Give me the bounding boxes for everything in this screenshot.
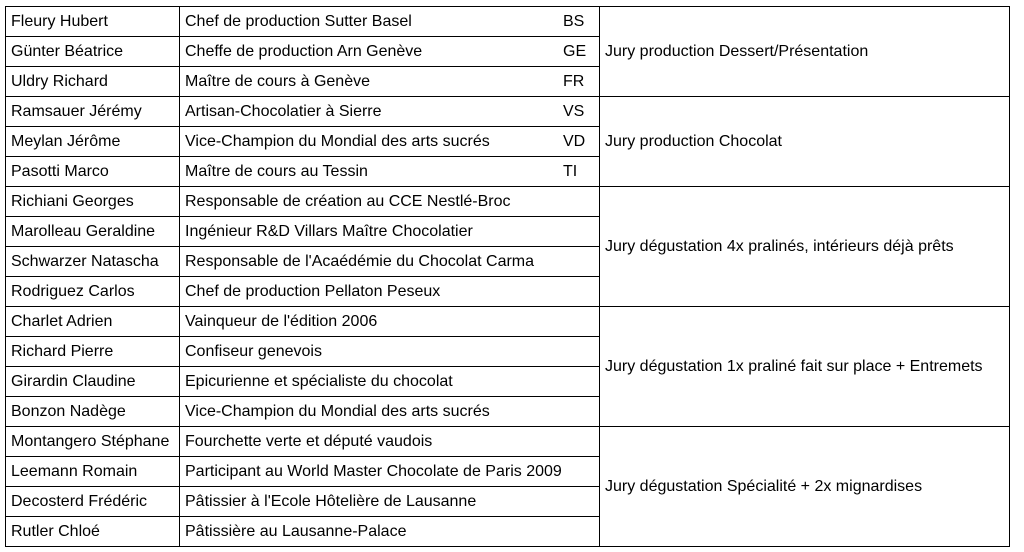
canton-code: VD [563,127,600,157]
member-name: Bonzon Nadège [6,397,180,427]
table-row [6,187,1010,217]
canton-code: BS [563,7,600,37]
member-name: Girardin Claudine [6,367,180,397]
member-role: Confiseur genevois [180,337,600,367]
member-name: Richiani Georges [6,187,180,217]
jury-group-label: Jury production Dessert/Présentation [600,7,1010,97]
member-name: Meylan Jérôme [6,127,180,157]
member-name: Marolleau Geraldine [6,217,180,247]
member-name: Richard Pierre [6,337,180,367]
member-name: Charlet Adrien [6,307,180,337]
table-row [6,427,1010,457]
member-role: Vainqueur de l'édition 2006 [180,307,600,337]
member-role: Cheffe de production Arn Genève [180,37,564,67]
member-role: Fourchette verte et député vaudois [180,427,600,457]
member-name: Pasotti Marco [6,157,180,187]
member-name: Leemann Romain [6,457,180,487]
member-role: Pâtissier à l'Ecole Hôtelière de Lausanne [180,487,600,517]
member-role: Chef de production Sutter Basel [180,7,564,37]
member-name: Schwarzer Natascha [6,247,180,277]
member-role: Artisan-Chocolatier à Sierre [180,97,564,127]
member-name: Fleury Hubert [6,7,180,37]
member-name: Decosterd Frédéric [6,487,180,517]
member-name: Ramsauer Jérémy [6,97,180,127]
canton-code: GE [563,37,600,67]
member-name: Rodriguez Carlos [6,277,180,307]
table-row [6,307,1010,337]
member-role: Pâtissière au Lausanne-Palace [180,517,600,547]
canton-code: TI [563,157,600,187]
member-role: Maître de cours au Tessin [180,157,564,187]
jury-group-label: Jury dégustation 1x praliné fait sur place + Entremets [600,307,1010,427]
member-role: Chef de production Pellaton Peseux [180,277,600,307]
member-role: Maître de cours à Genève [180,67,564,97]
jury-table [5,6,1010,547]
canton-code: FR [563,67,600,97]
jury-group-label: Jury dégustation 4x pralinés, intérieurs déjà prêts [600,187,1010,307]
jury-group-label: Jury production Chocolat [600,97,1010,187]
member-name: Montangero Stéphane [6,427,180,457]
member-role: Responsable de création au CCE Nestlé-Broc [180,187,600,217]
table-row [6,7,1010,37]
member-role: Epicurienne et spécialiste du chocolat [180,367,600,397]
member-role: Ingénieur R&D Villars Maître Chocolatier [180,217,600,247]
table-row [6,97,1010,127]
canton-code: VS [563,97,600,127]
member-role: Vice-Champion du Mondial des arts sucrés [180,127,564,157]
member-name: Rutler Chloé [6,517,180,547]
member-role: Vice-Champion du Mondial des arts sucrés [180,397,600,427]
member-role: Participant au World Master Chocolate de Paris 2009 [180,457,600,487]
member-name: Günter Béatrice [6,37,180,67]
jury-group-label: Jury dégustation Spécialité + 2x mignardises [600,427,1010,547]
member-role: Responsable de l'Acaédémie du Chocolat Carma [180,247,600,277]
member-name: Uldry Richard [6,67,180,97]
